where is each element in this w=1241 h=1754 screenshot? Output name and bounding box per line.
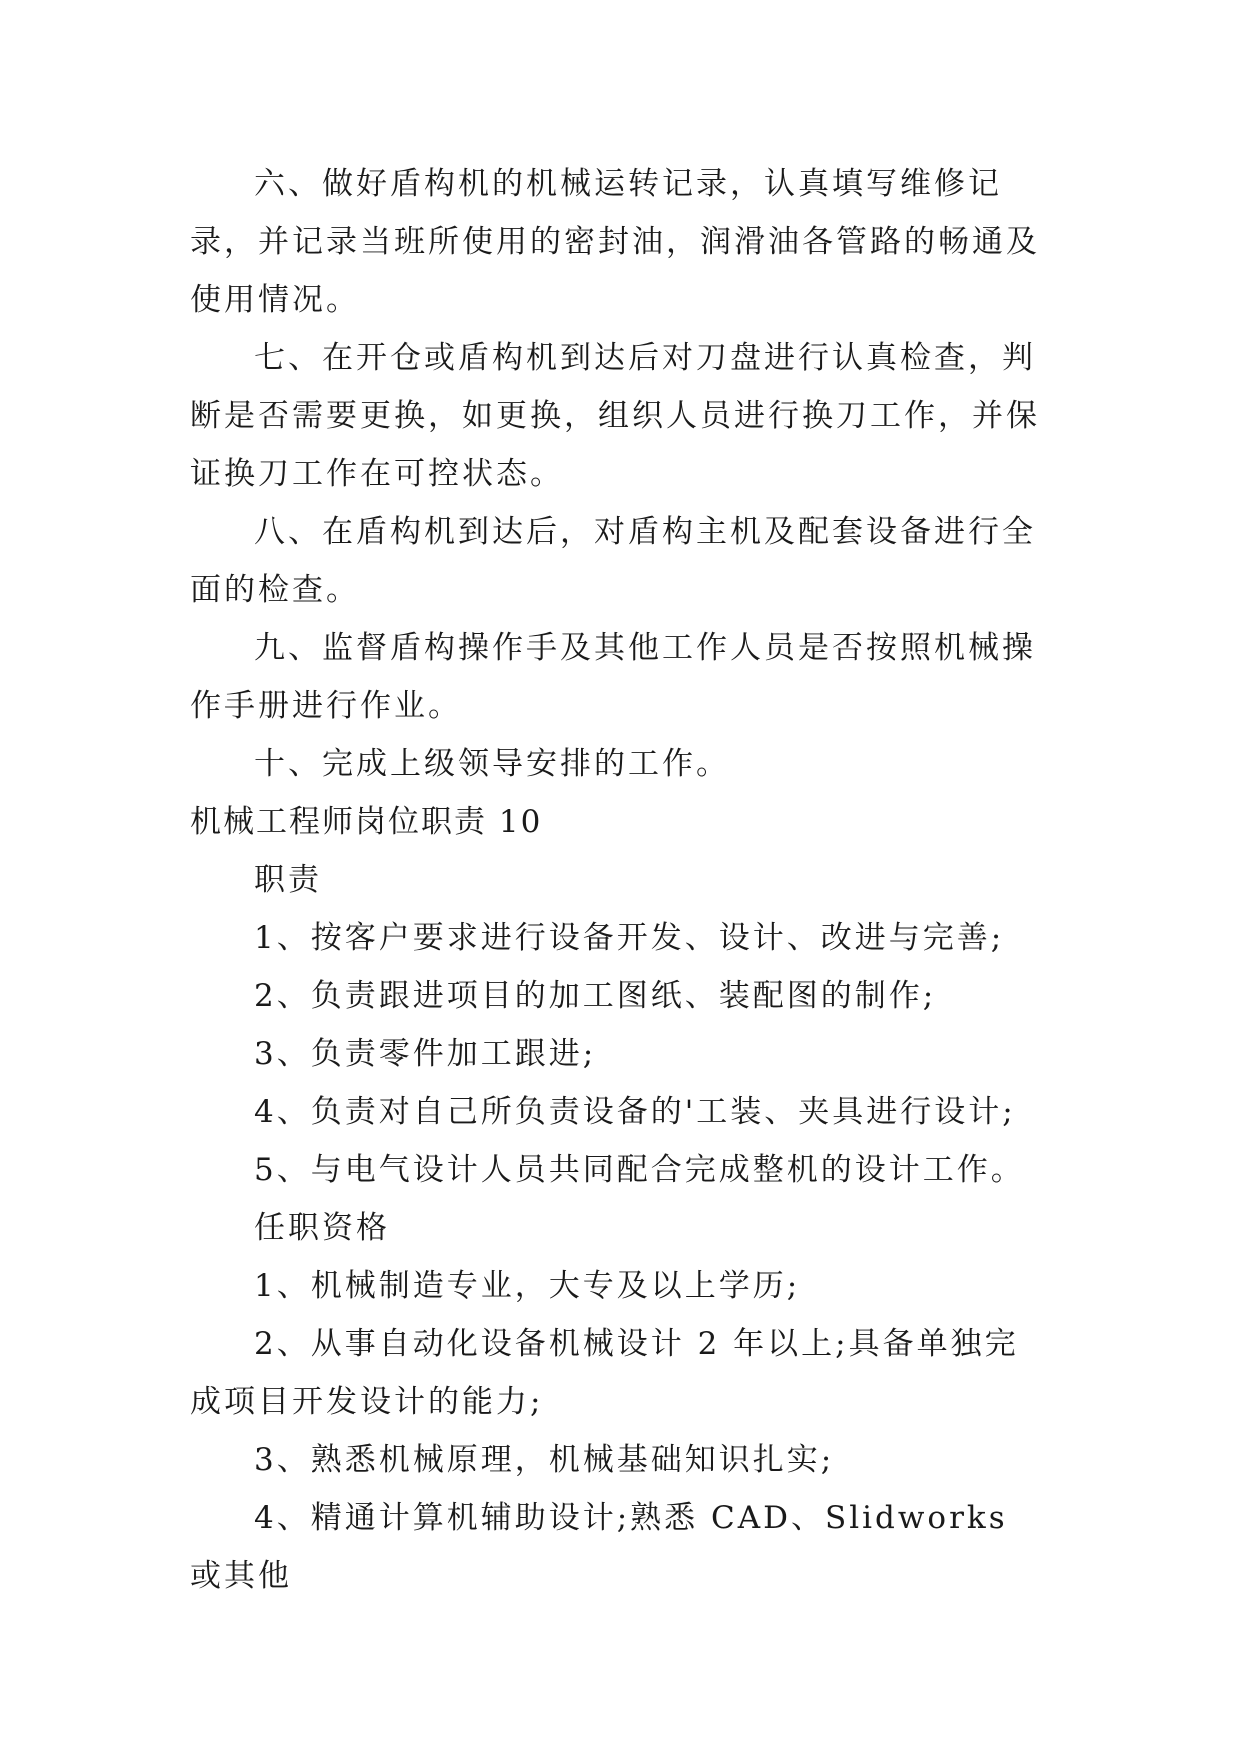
duties-heading: 职责 bbox=[254, 862, 322, 898]
section-title: 机械工程师岗位职责 10 bbox=[190, 804, 543, 840]
duty-item: 2、负责跟进项目的加工图纸、装配图的制作; bbox=[254, 978, 937, 1014]
document-body bbox=[190, 155, 1050, 1605]
qualification-item: 1、机械制造专业，大专及以上学历; bbox=[254, 1268, 801, 1304]
qualifications-heading: 任职资格 bbox=[254, 1210, 390, 1246]
paragraph-item-9: 九、监督盾构操作手及其他工作人员是否按照机械操作手册进行作业。 bbox=[190, 630, 1036, 724]
duty-item: 5、与电气设计人员共同配合完成整机的设计工作。 bbox=[254, 1152, 1025, 1188]
qualification-item: 3、熟悉机械原理，机械基础知识扎实; bbox=[254, 1442, 835, 1478]
qualification-item: 2、从事自动化设备机械设计 2 年以上;具备单独完成项目开发设计的能力; bbox=[190, 1326, 1019, 1420]
duty-item: 3、负责零件加工跟进; bbox=[254, 1036, 597, 1072]
duty-item: 4、负责对自己所负责设备的'工装、夹具进行设计; bbox=[254, 1094, 1016, 1130]
paragraph-item-10: 十、完成上级领导安排的工作。 bbox=[254, 746, 730, 782]
paragraph-item-7: 七、在开仓或盾构机到达后对刀盘进行认真检查，判断是否需要更换，如更换，组织人员进行换刀工作，并保证换刀工作在可控状态。 bbox=[190, 340, 1040, 492]
paragraph-item-6: 六、做好盾构机的机械运转记录，认真填写维修记录，并记录当班所使用的密封油，润滑油各管路的畅通及使用情况。 bbox=[190, 166, 1040, 318]
paragraph-item-8: 八、在盾构机到达后，对盾构主机及配套设备进行全面的检查。 bbox=[190, 514, 1036, 608]
duty-item: 1、按客户要求进行设备开发、设计、改进与完善; bbox=[254, 920, 1005, 956]
qualification-item: 4、精通计算机辅助设计;熟悉 CAD、Slidworks 或其他 bbox=[190, 1500, 1008, 1594]
